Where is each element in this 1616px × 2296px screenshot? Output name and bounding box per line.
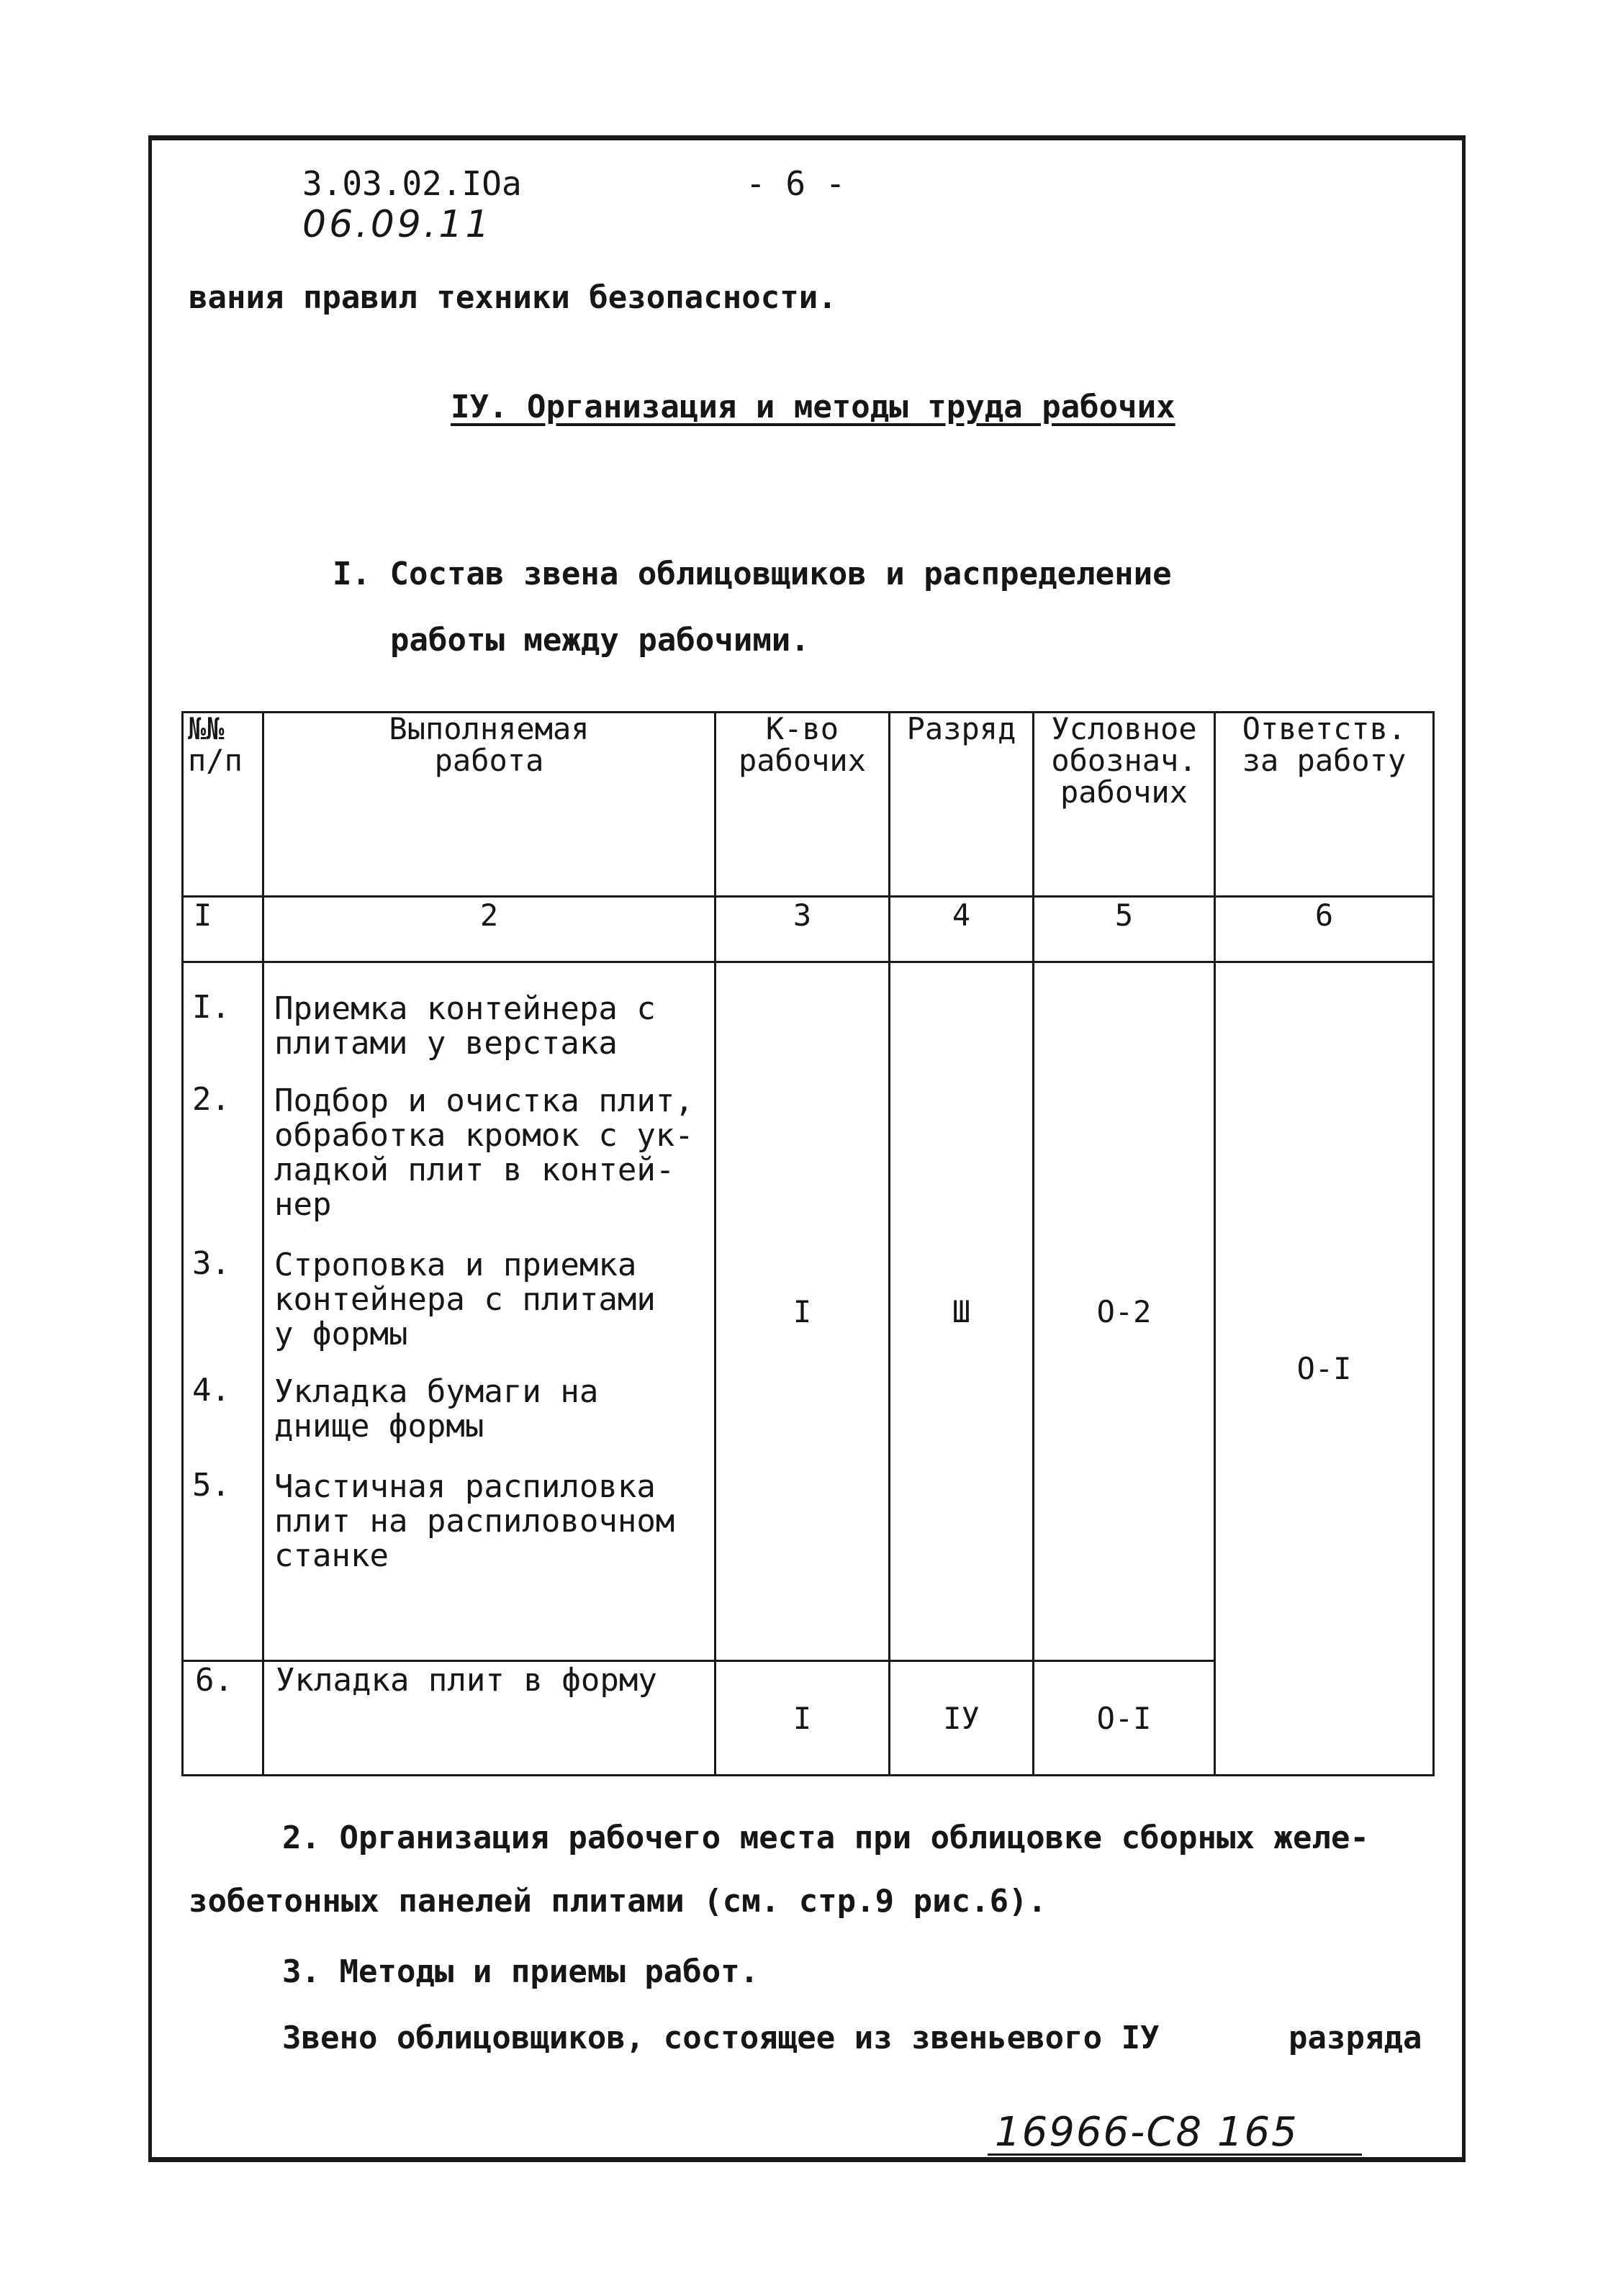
header-designation-line2: обознач. [1051, 743, 1197, 779]
responsible-cell: О-I [1215, 962, 1434, 1776]
row-number: I. [192, 989, 230, 1026]
header-number-line1: №№ [188, 711, 225, 746]
header-designation [1034, 713, 1215, 897]
footer-underline [988, 2153, 1362, 2156]
group1-designation: О-2 [1034, 962, 1215, 1661]
column-number-row [183, 897, 1434, 962]
header-work-line2: работа [434, 743, 544, 779]
work-description: Строповка и приемка контейнера с плитами у формы [274, 1247, 656, 1352]
column-number-5: 5 [1034, 897, 1215, 962]
header-work [263, 713, 716, 897]
group1-grade: Ш [890, 962, 1034, 1661]
group1-workers-count: I [716, 962, 890, 1661]
row-number: 4. [192, 1372, 230, 1409]
group1-number-cell [183, 962, 263, 1661]
header-number [183, 713, 263, 897]
header-grade [890, 713, 1034, 897]
row-number: 5. [192, 1467, 230, 1504]
column-number-6: 6 [1215, 897, 1434, 962]
header-responsible [1215, 713, 1434, 897]
row6-designation: О-I [1034, 1661, 1215, 1776]
row6-grade: IУ [890, 1661, 1034, 1776]
handwritten-footer-number: 16966-С8 165 [995, 2109, 1299, 2156]
document-code: 3.03.02.IOa [302, 164, 522, 203]
header-workers-count [716, 713, 890, 897]
row6-work: Укладка плит в форму [263, 1661, 716, 1776]
row6-number: 6. [183, 1661, 263, 1776]
work-description: Укладка бумаги на днище формы [274, 1373, 599, 1445]
table-row-group-1 [183, 962, 1434, 1661]
subsection-heading-line2: работы между рабочими. [390, 622, 810, 659]
paragraph2-line1: 2. Организация рабочего места при облицовке сборных желе- [282, 1820, 1369, 1856]
intro-line: вания правил техники безопасности. [189, 279, 837, 316]
header-work-line1: Выполняемая [389, 711, 590, 746]
section-title: IУ. Организация и методы труда рабочих [451, 389, 1175, 425]
column-number-2: 2 [263, 897, 716, 962]
crew-table [181, 711, 1435, 1776]
row-number: 2. [192, 1081, 230, 1118]
table-header-row [183, 713, 1434, 897]
row-number: 3. [192, 1245, 230, 1282]
paragraph4-right: разряда [1288, 2020, 1422, 2056]
header-workers-count-line2: рабочих [738, 743, 866, 779]
header-grade-line1: Разряд [906, 711, 1016, 746]
handwritten-date: 06.09.11 [302, 203, 492, 246]
row6-workers-count: I [716, 1661, 890, 1776]
paragraph3: 3. Методы и приемы работ. [282, 1953, 759, 1990]
header-responsible-line1: Ответств. [1242, 711, 1407, 746]
group1-work-cell [263, 962, 716, 1661]
header-workers-count-line1: К-во [765, 711, 839, 746]
column-number-1: I [183, 897, 263, 962]
work-description: Частичная распиловка плит на распиловочном станке [274, 1468, 675, 1574]
work-description: Подбор и очистка плит, обработка кромок с ук- ладкой плит в контей- нер [274, 1083, 694, 1223]
header-designation-line1: Условное [1051, 711, 1197, 746]
work-description: Приемка контейнера с плитами у верстака [274, 990, 656, 1062]
page-number: - 6 - [746, 164, 846, 203]
column-number-4: 4 [890, 897, 1034, 962]
header-number-line2: п/п [188, 743, 243, 779]
column-number-3: 3 [716, 897, 890, 962]
paragraph2-line2: зобетонных панелей плитами (см. стр.9 рис.6). [189, 1883, 1047, 1920]
header-responsible-line2: за работу [1242, 743, 1407, 779]
paragraph4-left: Звено облицовщиков, состоящее из звеньевого IУ [282, 2020, 1160, 2056]
subsection-heading-line1: I. Состав звена облицовщиков и распределение [333, 556, 1172, 592]
header-designation-line3: рабочих [1060, 774, 1188, 810]
